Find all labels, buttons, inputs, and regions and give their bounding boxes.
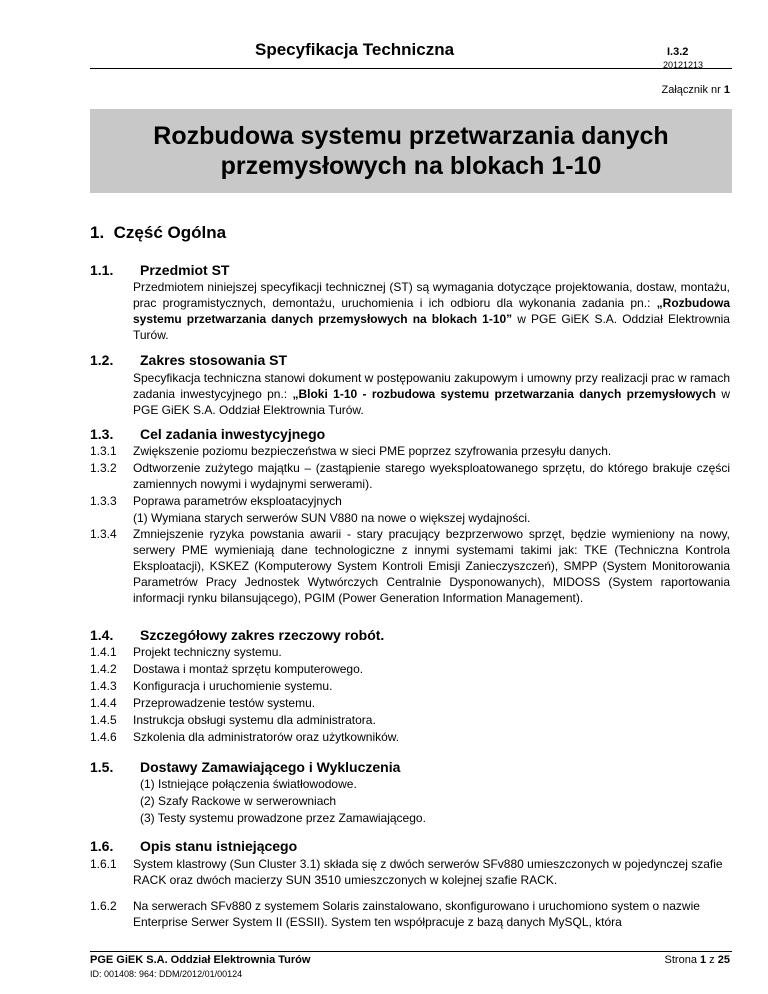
list-item: 1.3.4 Zmniejszenie ryzyka powstania awarii - stary pracujący bezprzerwowo sprzęt, będzie wymieniony na nowy, serwery PME wymieniają dane technologiczne z innymi systemami takimi jak: TKE (Techniczna Kontrola Eksploatacji), KSKEZ (Komputerowy System Kontroli Emisji Zanieczyszczeń), SMPP (System Monitorowania Parametrów Pracy Jednostek Wytwórczych Centralnie Dysponowanych), MIDOSS (System raportowania informacji rynku bilansującego), PGIM (Power Generation Information Management).	[90, 527, 730, 605]
paragraph: Specyfikacja techniczna stanowi dokument w postępowaniu zakupowym i umowny przy realizacji prac w ramach zadania inwestycyjnego pn.: „Bloki 1-10 - rozbudowa systemu przetwarzania danych przemysłowych w PGE GiEK S.A. Oddział Elektrownia Turów.	[133, 371, 731, 417]
list-item: 1.4.4 Przeprowadzenie testów systemu.	[90, 696, 316, 710]
list-item: (3) Testy systemu prowadzone przez Zamawiającego.	[140, 811, 426, 825]
list-item: 1.4.3 Konfiguracja i uruchomienie systemu.	[90, 679, 333, 693]
list-item: 1.4.1 Projekt techniczny systemu.	[90, 645, 282, 659]
header-divider	[90, 68, 732, 69]
list-item: 1.4.5 Instrukcja obsługi systemu dla administratora.	[90, 713, 376, 727]
list-item: (1) Istniejące połączenia światłowodowe.	[140, 777, 357, 791]
list-item: 1.6.1 System klastrowy (Sun Cluster 3.1) składa się z dwóch serwerów SFv880 umieszczonych w pojedynczej szafie RACK oraz dwóch macierzy SUN 3510 umieszczonych w kolejnej szafie RACK.	[90, 857, 723, 887]
footer-divider	[90, 951, 732, 952]
subsection-heading: 1.5. Dostawy Zamawiającego i Wykluczenia	[90, 759, 401, 775]
footer-doc-id: ID: 001408: 964: DDM/2012/01/00124	[90, 969, 243, 979]
list-item: 1.3.1 Zwiększenie poziomu bezpieczeństwa w sieci PME poprzez szyfrowania przesyłu danych.	[90, 444, 612, 458]
document-title-box	[90, 109, 732, 193]
page-number: Strona 1 z 25	[664, 954, 730, 966]
footer-company: PGE GiEK S.A. Oddział Elektrownia Turów	[90, 954, 311, 966]
subsection-heading: 1.2. Zakres stosowania ST	[90, 352, 288, 368]
document-title: Rozbudowa systemu przetwarzania danych przemysłowych na blokach 1-10	[153, 122, 669, 180]
subsection-heading: 1.1. Przedmiot ST	[90, 262, 230, 278]
supplies-list	[140, 776, 426, 826]
list-item: 1.3.3 Poprawa parametrów eksploatacyjnych	[90, 494, 342, 508]
subsection-heading: 1.3. Cel zadania inwestycyjnego	[90, 426, 326, 442]
subsection-heading: 1.6. Opis stanu istniejącego	[90, 838, 298, 854]
header-code: I.3.2	[667, 46, 689, 58]
list-item: 1.3.2 Odtworzenie zużytego majątku – (zastąpienie starego wyeksploatowanego sprzętu, do którego brakuje części zamiennych nowymi i wydajnymi serwerami).	[90, 461, 730, 491]
section-heading: 1. Część Ogólna	[90, 223, 227, 242]
header-date: 20121213	[663, 60, 704, 70]
subsection-heading: 1.4. Szczegółowy zakres rzeczowy robót.	[90, 627, 385, 643]
list-item: 1.4.6 Szkolenia dla administratorów oraz użytkowników.	[90, 730, 400, 744]
list-sub-item: (1) Wymiana starych serwerów SUN V880 na nowe o większej wydajności.	[133, 511, 531, 525]
header-title: Specyfikacja Techniczna	[255, 40, 455, 59]
list-item: (2) Szafy Rackowe w serwerowniach	[140, 794, 337, 808]
paragraph: Przedmiotem niniejszej specyfikacji technicznej (ST) są wymagania dotyczące projektowania, dostaw, montażu, prac programistycznych, demontażu, uruchomienia i ich odbioru dla wykonania zadania pn.: „Rozbudowa systemu przetwarzania danych przemysłowych na blokach 1-10” w PGE GiEK S.A. Oddział Elektrownia Turów.	[133, 280, 730, 342]
list-item: 1.6.2 Na serwerach SFv880 z systemem Solaris zainstalowano, skonfigurowano i uruchomiono system o nazwie Enterprise Serwer System II (ESSII). System ten współpracuje z bazą danych MySQL, która	[90, 899, 700, 929]
annex-label: Załącznik nr 1	[661, 84, 730, 96]
list-item: 1.4.2 Dostawa i montaż sprzętu komputerowego.	[90, 662, 364, 676]
